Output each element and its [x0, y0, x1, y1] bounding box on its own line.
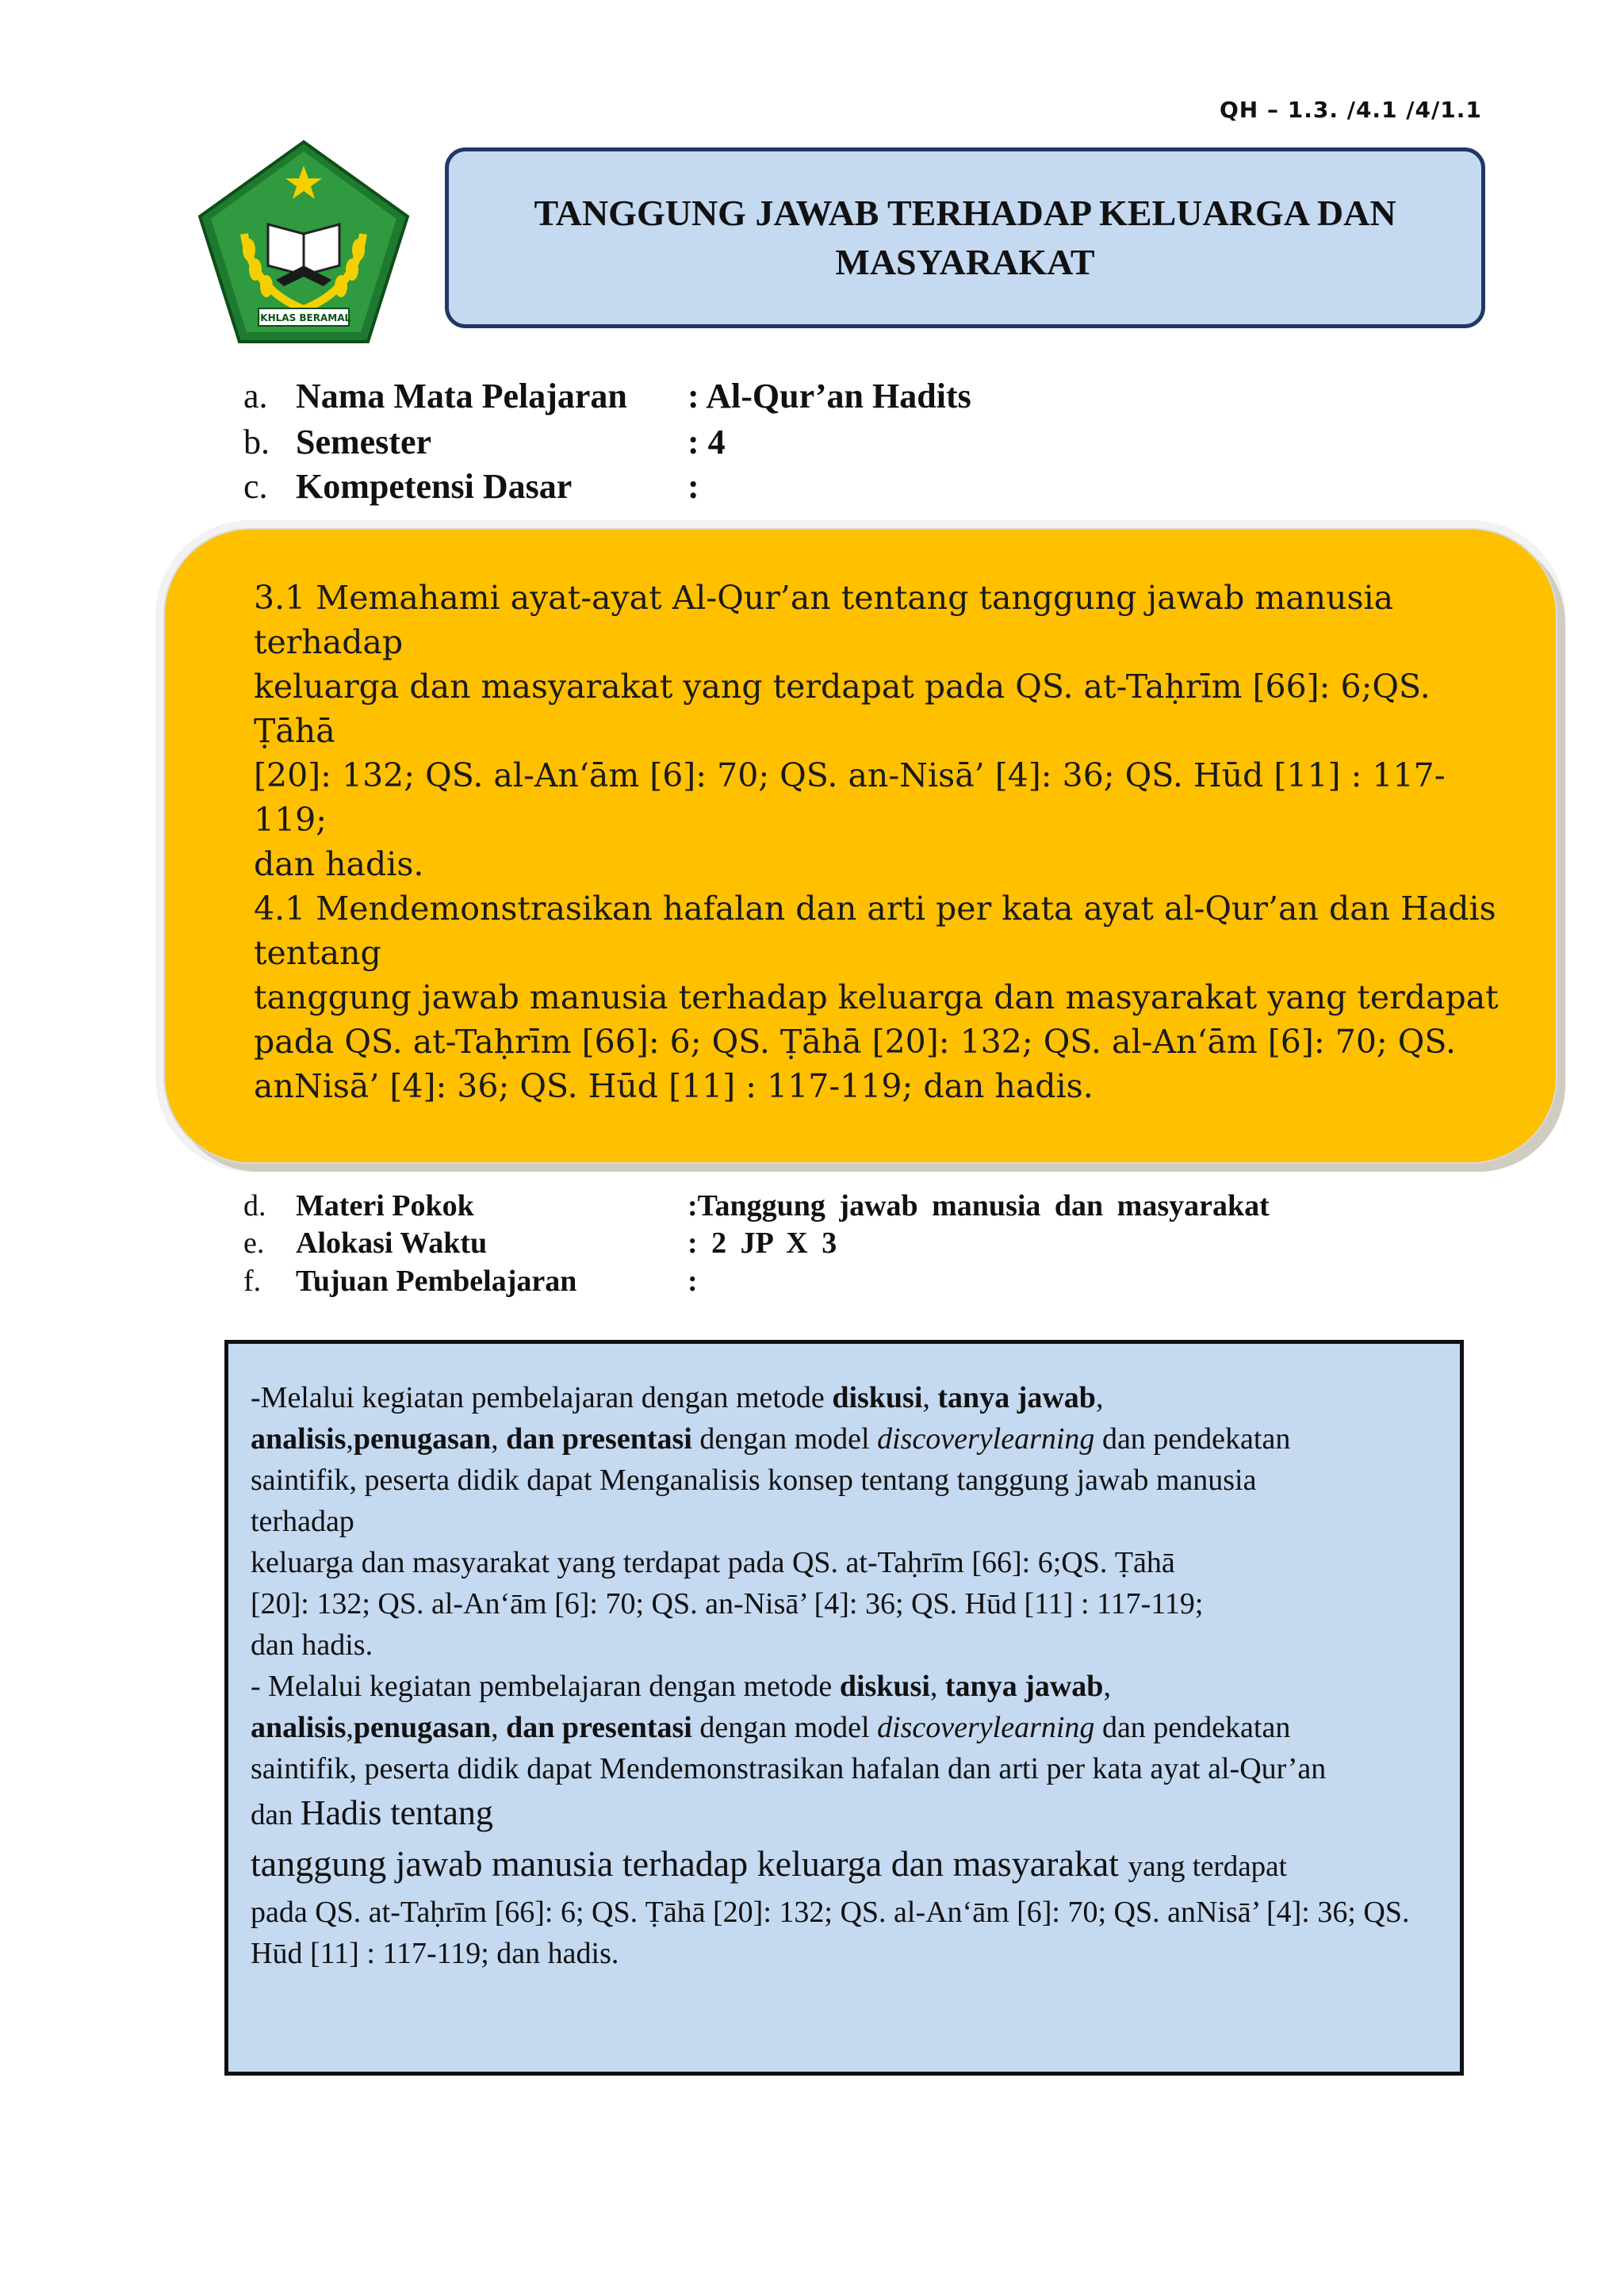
- document-title: TANGGUNG JAWAB TERHADAP KELUARGA DAN MASYARAKAT: [534, 193, 1396, 282]
- tujuan-line: - Melalui kegiatan pembelajaran dengan metode diskusi, tanya jawab,: [251, 1670, 1111, 1703]
- kementerian-agama-logo-icon: [197, 139, 411, 346]
- tujuan-line: tanggung jawab manusia terhadap keluarga dan masyarakat yang terdapat: [251, 1843, 1287, 1884]
- tujuan-line: terhadap: [251, 1505, 354, 1538]
- svg-text:IKHLAS BERAMAL: IKHLAS BERAMAL: [256, 312, 351, 323]
- tujuan-line: saintifik, peserta didik dapat Menganalisis konsep tentang tanggung jawab manusia: [251, 1464, 1257, 1497]
- tujuan-line: -Melalui kegiatan pembelajaran dengan metode diskusi, tanya jawab,: [251, 1381, 1104, 1414]
- tujuan-line: dan hadis.: [251, 1628, 373, 1662]
- tujuan-pembelajaran-box: [224, 1340, 1464, 2076]
- tujuan-line: analisis,penugasan, dan presentasi dengan model discoverylearning dan pendekatan: [251, 1711, 1291, 1744]
- tujuan-line: Hūd [11] : 117-119; dan hadis.: [251, 1937, 619, 1970]
- title-box: [445, 147, 1485, 328]
- tujuan-line: keluarga dan masyarakat yang terdapat pada QS. at-Taḥrīm [66]: 6;QS. Ṭāhā: [251, 1546, 1175, 1579]
- tujuan-line: analisis,penugasan, dan presentasi dengan model discoverylearning dan pendekatan: [251, 1422, 1291, 1456]
- tujuan-line: pada QS. at-Taḥrīm [66]: 6; QS. Ṭāhā [20]: 132; QS. al-An‘ām [6]: 70; QS. anNisā’ [4]: 36; QS.: [251, 1896, 1410, 1929]
- tujuan-line: saintifik, peserta didik dapat Mendemonstrasikan hafalan dan arti per kata ayat al-Qur’an: [251, 1752, 1327, 1785]
- tujuan-line: dan Hadis tentang: [251, 1793, 493, 1832]
- tujuan-line: [20]: 132; QS. al-An‘ām [6]: 70; QS. an-Nisā’ [4]: 36; QS. Hūd [11] : 117-119;: [251, 1587, 1204, 1621]
- document-code: QH – 1.3. /4.1 /4/1.1: [1220, 97, 1482, 123]
- kompetensi-dasar-box: 3.1 Memahami ayat-ayat Al-Qur’an tentang tanggung jawab manusia terhadap keluarga dan masyarakat yang terdapat pada QS. at-Taḥrīm [66]: 6;QS. Ṭāhā [20]: 132; QS. al-An‘ām [6]: 70; QS. an-Nisā’ [4]: 36; QS. Hūd [11] : 117-119; dan hadis. 4.1 Mendemonstrasikan hafalan dan arti per kata ayat al-Qur’an dan Hadis tentang tanggung jawab manusia terhadap keluarga dan masyarakat yang terdapat pada QS. at-Taḥrīm [66]: 6; QS. Ṭāhā [20]: 132; QS. al-An‘ām [6]: 70; QS. anNisā’ [4]: 36; QS. Hūd [11] : 117-119; dan hadis.: [163, 528, 1557, 1164]
